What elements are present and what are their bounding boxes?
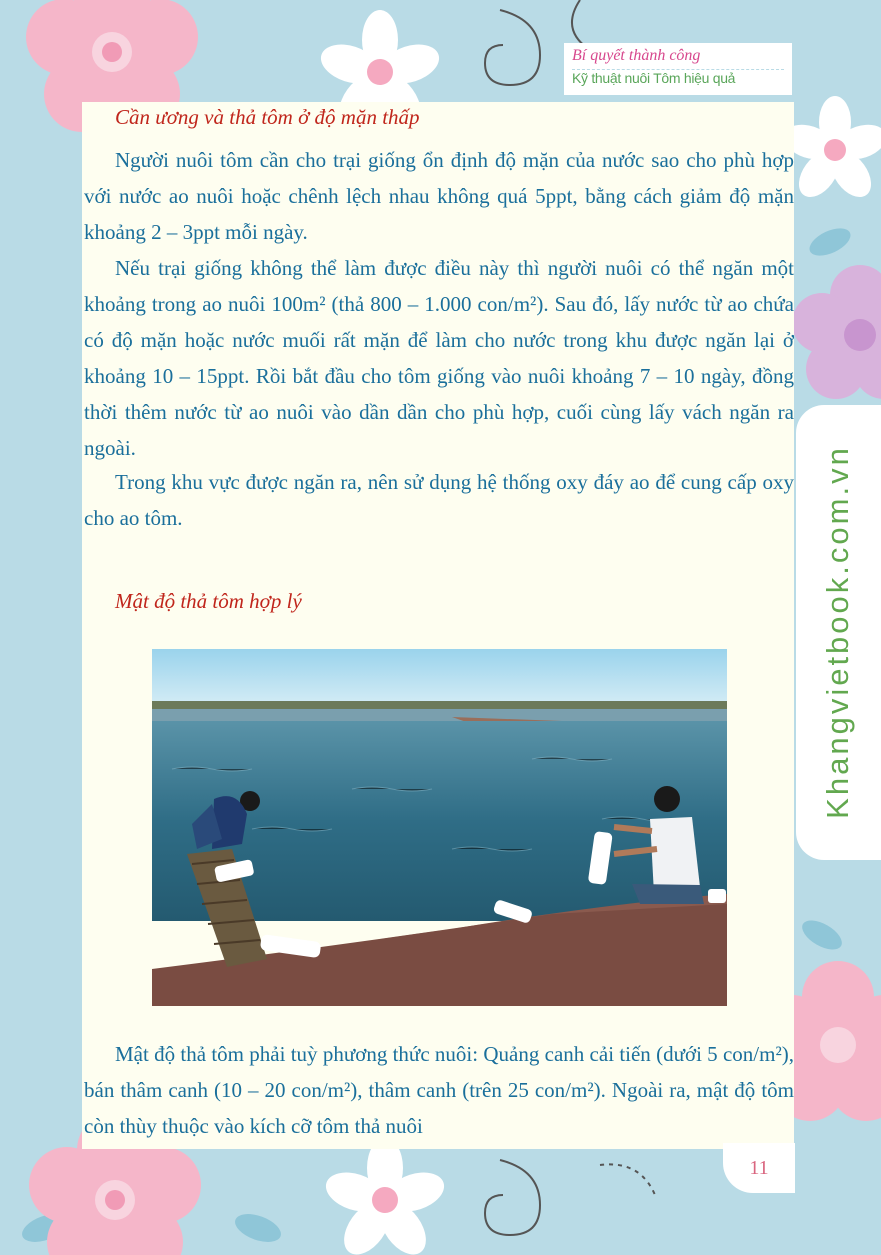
purple-flower-icon [792,265,881,399]
white-flower-icon [321,1138,449,1255]
white-flower-icon [779,96,881,204]
book-title: Kỹ thuật nuôi Tôm hiệu quả [572,70,736,86]
paragraph: Mật độ thả tôm phải tuỳ phương thức nuôi: Quảng canh cải tiến (dưới 5 con/m²), bán thâm canh (10 – 20 con/m²), thâm canh (trên 25 con/m²). Ngoài ra, mật độ tôm còn thùy thuộc vào kích cỡ tôm thả nuôi [84,1042,794,1138]
divider [572,69,784,70]
page-number-box [723,1143,795,1193]
page-content [82,102,794,1149]
series-title: Bí quyết thành công [572,47,701,64]
book-header-tag [564,43,792,95]
swirl-icon [485,1160,655,1235]
paragraph: Trong khu vực được ngăn ra, nên sử dụng hệ thống oxy đáy ao để cung cấp oxy cho ao tôm. [84,470,794,530]
section-heading: Mật độ thả tôm hợp lý [115,589,302,613]
paragraph: Người nuôi tôm cần cho trại giống ổn định độ mặn của nước sao cho phù hợp với nước ao nuôi hoặc chênh lệch nhau không quá 5ppt, bằng cách giảm độ mặn khoảng 2 – 3ppt mỗi ngày. [84,148,794,244]
shrimp-pond-photo [152,649,727,1006]
page-number: 11 [749,1156,769,1179]
paragraph: Nếu trại giống không thể làm được điều này thì người nuôi có thể ngăn một khoảng trong ao nuôi 100m² (thả 800 – 1.000 con/m²). Sau đó, lấy nước từ ao chứa có độ mặn hoặc nước muối rất mặn để làm cho nước trong khu được ngăn lại ở khoảng 10 – 15ppt. Rồi bắt đầu cho tôm giống vào nuôi khoảng 7 – 10 ngày, đồng thời thêm nước từ ao nuôi vào dần dần cho phù hợp, cuối cùng lấy vách ngăn ra ngoài. [84,256,794,460]
publisher-brand: Khangvietbook.com.vn [820,445,855,819]
section-heading: Cần ương và thả tôm ở độ mặn thấp [115,105,420,129]
